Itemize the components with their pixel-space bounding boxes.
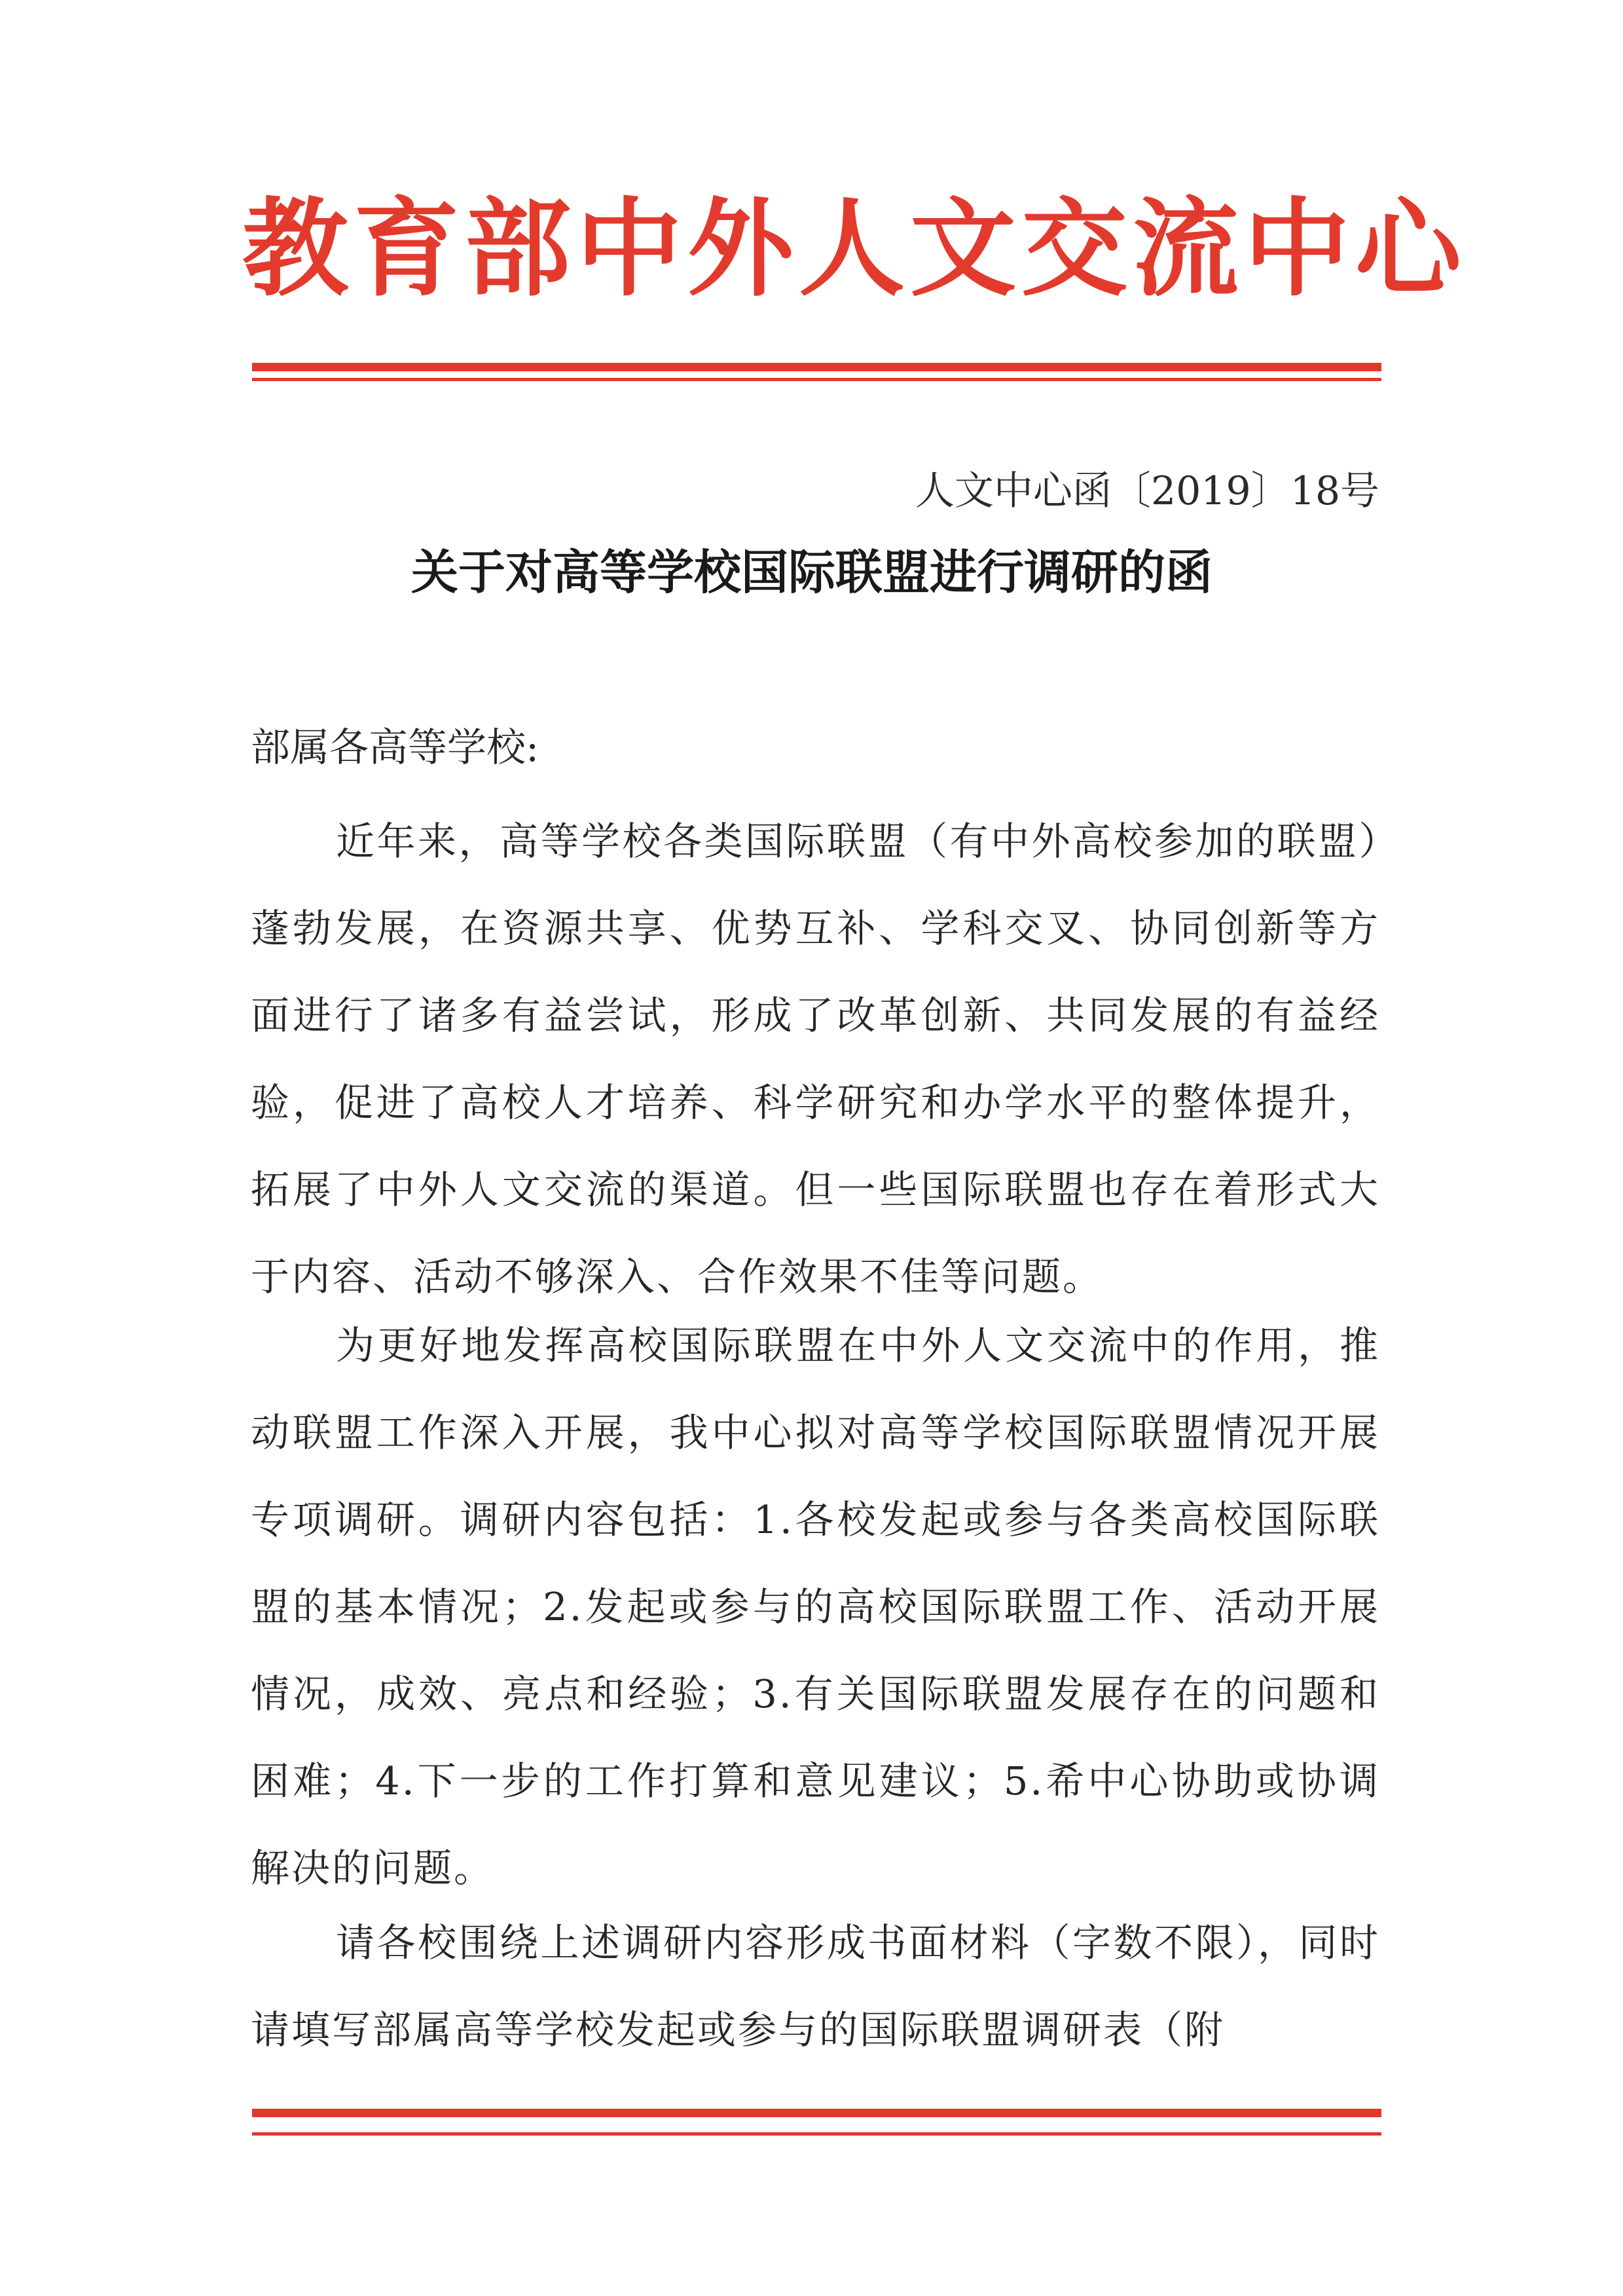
body-paragraph: 近年来，高等学校各类国际联盟（有中外高校参加的联盟）蓬勃发展，在资源共享、优势互补、学科交叉、协同创新等方面进行了诸多有益尝试，形成了改革创新、共同发展的有益经验，促进了高校人才培养、科学研究和办学水平的整体提升，拓展了中外人文交流的渠道。但一些国际联盟也存在着形式大于内容、活动不够深入、合作效果不佳等问题。 [251,819,1380,1299]
letterhead-rule-thin [252,378,1381,381]
footer-rule-thick [252,2109,1381,2117]
body-paragraph: 请各校围绕上述调研内容形成书面材料（字数不限），同时请填写部属高等学校发起或参与的国际联盟调研表（附 [251,1920,1380,2052]
footer-rule-thin [252,2132,1381,2136]
body-paragraph: 为更好地发挥高校国际联盟在中外人文交流中的作用，推动联盟工作深入开展，我中心拟对高等学校国际联盟情况开展专项调研。调研内容包括：1.各校发起或参与各类高校国际联盟的基本情况；2.发起或参与的高校国际联盟工作、活动开展情况，成效、亮点和经验；3.有关国际联盟发展存在的问题和困难；4.下一步的工作打算和意见建议；5.希中心协助或协调解决的问题。 [251,1323,1380,1891]
salutation: 部属各高等学校: [251,725,539,771]
document-number: 人文中心函〔2019〕18号 [915,468,1379,514]
letterhead-rule-thick [252,363,1381,371]
document-title: 关于对高等学校国际联盟进行调研的函 [410,544,1213,600]
letterhead-organization: 教育部中外人文交流中心 [242,188,1467,311]
